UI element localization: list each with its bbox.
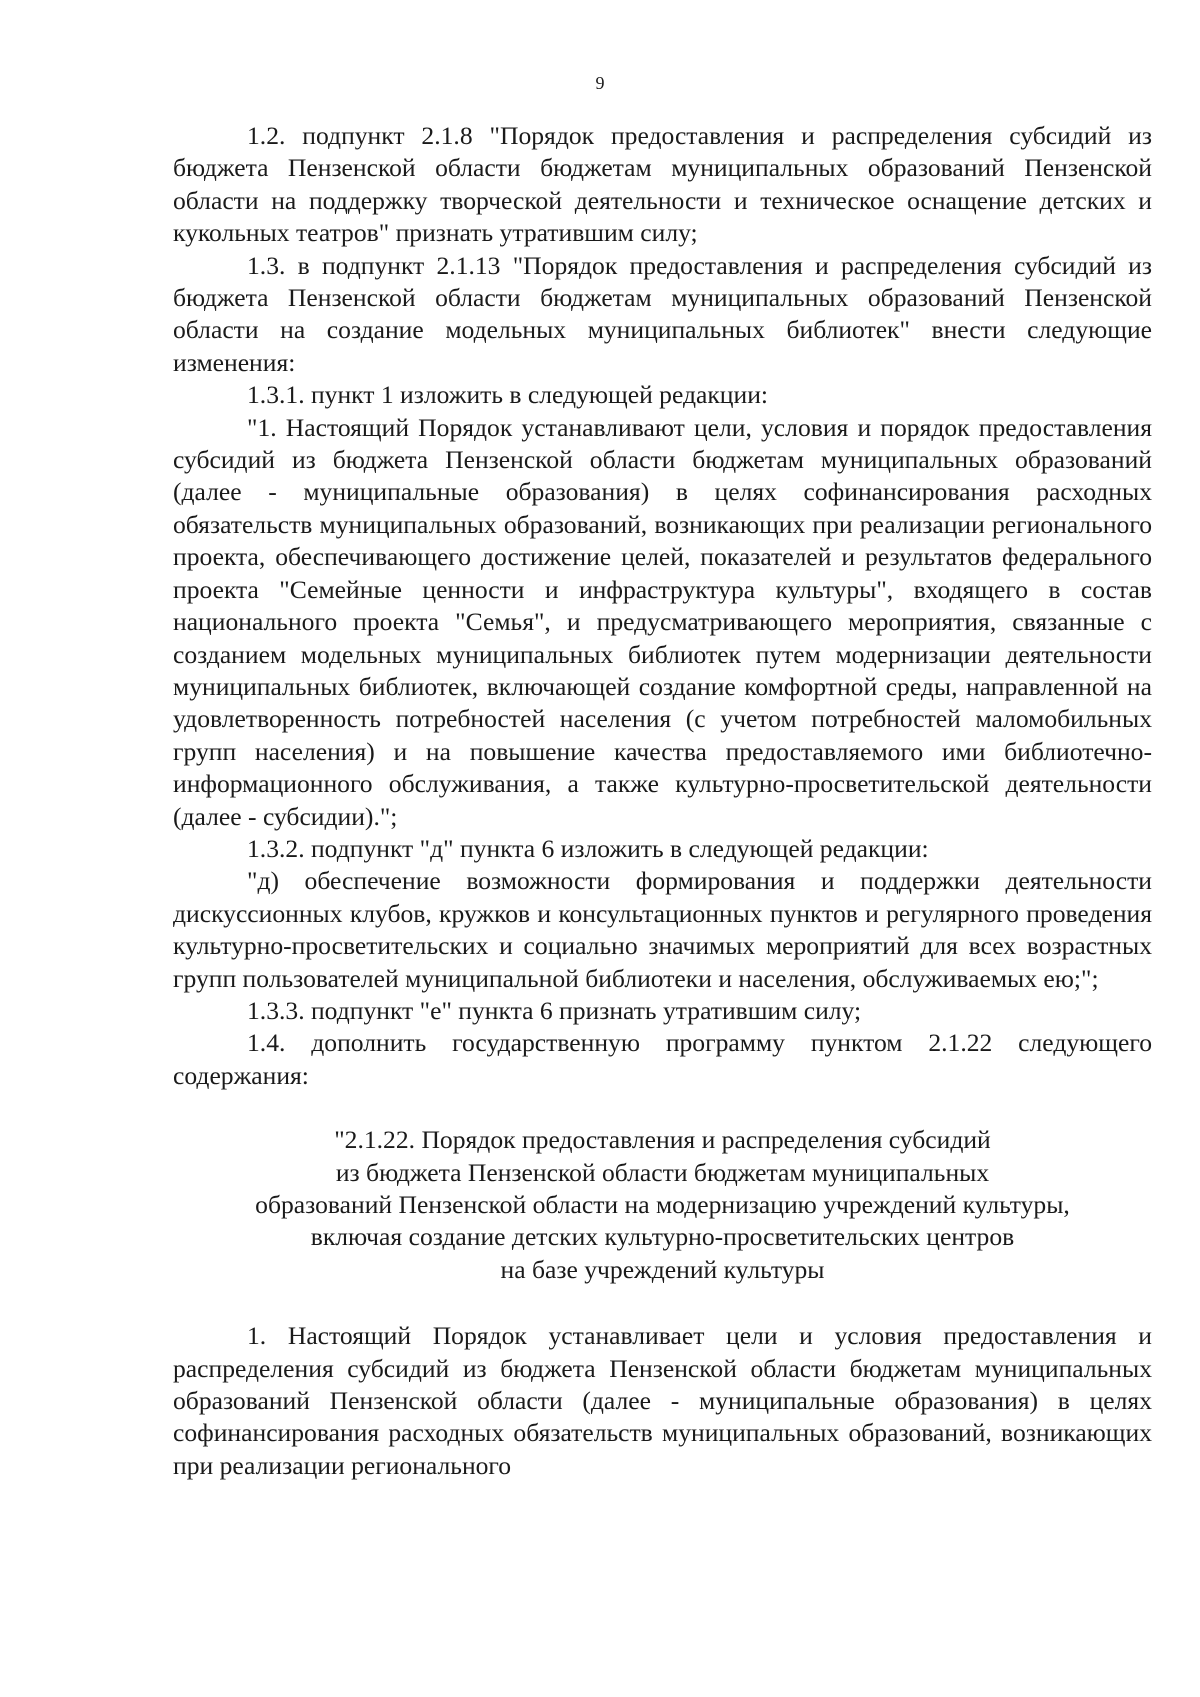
heading-line-2: из бюджета Пензенской области бюджетам муниципальных [335, 1157, 990, 1187]
paragraph-order-item-1: 1. Настоящий Порядок устанавливает цели и условия предоставления и распределения субсидий из бюджета Пензенской области бюджетам муниципальных образований Пензенской области (далее - муниципальные образования) в целях софинансирования расходных обязательств муниципальных образований, возникающих при реализации регионального [173, 1321, 1152, 1480]
paragraph-1-3-1: 1.3.1. пункт 1 изложить в следующей редакции: [247, 380, 768, 410]
document-body [173, 120, 1152, 1482]
paragraph-1-3-3: 1.3.3. подпункт "е" пункта 6 признать утратившим силу; [247, 995, 862, 1025]
section-heading [173, 1124, 1152, 1286]
heading-line-1: "2.1.22. Порядок предоставления и распределения субсидий [334, 1125, 991, 1155]
paragraph-1-3-2: 1.3.2. подпункт "д" пункта 6 изложить в следующей редакции: [247, 833, 929, 863]
heading-line-4: включая создание детских культурно-просветительских центров [310, 1222, 1015, 1252]
paragraph-1-3: 1.3. в подпункт 2.1.13 "Порядок предоставления и распределения субсидий из бюджета Пензенской области бюджетам муниципальных образований Пензенской области на создание модельных муниципальных библиотек" внести следующие изменения: [173, 250, 1152, 377]
paragraph-1-2: 1.2. подпункт 2.1.8 "Порядок предоставления и распределения субсидий из бюджета Пензенской области бюджетам муниципальных образований Пензенской области на поддержку творческой деятельности и техническое оснащение детских и кукольных театров" признать утратившим силу; [173, 121, 1152, 248]
paragraph-1-4: 1.4. дополнить государственную программу пунктом 2.1.22 следующего содержания: [173, 1028, 1152, 1090]
heading-line-5: на базе учреждений культуры [500, 1254, 825, 1284]
paragraph-quoted-item-1: "1. Настоящий Порядок устанавливают цели, условия и порядок предоставления субсидий из бюджета Пензенской области бюджетам муниципальных образований (далее - муниципальные образования) в целях софинансирования расходных обязательств муниципальных образований, возникающих при реализации регионального проекта, обеспечивающего достижение целей, показателей и результатов федерального проекта "Семейные ценности и инфраструктура культуры", входящего в состав национального проекта "Семья", и предусматривающего мероприятия, связанные с созданием модельных муниципальных библиотек путем модернизации деятельности муниципальных библиотек, включающей создание комфортной среды, направленной на удовлетворенность потребностей населения (с учетом потребностей маломобильных групп населения) и на повышение качества предоставляемого ими библиотечно-информационного обслуживания, а также культурно-просветительской деятельности (далее - субсидии)."; [173, 412, 1152, 831]
heading-line-3: образований Пензенской области на модернизацию учреждений культуры, [255, 1190, 1070, 1219]
paragraph-quoted-item-d: "д) обеспечение возможности формирования и поддержки деятельности дискуссионных клубов, кружков и консультационных пунктов и регулярного проведения культурно-просветительских и социально значимых мероприятий для всех возрастных групп пользователей муниципальной библиотеки и населения, обслуживаемых ею;"; [173, 866, 1152, 993]
page-number: 9 [595, 73, 605, 93]
